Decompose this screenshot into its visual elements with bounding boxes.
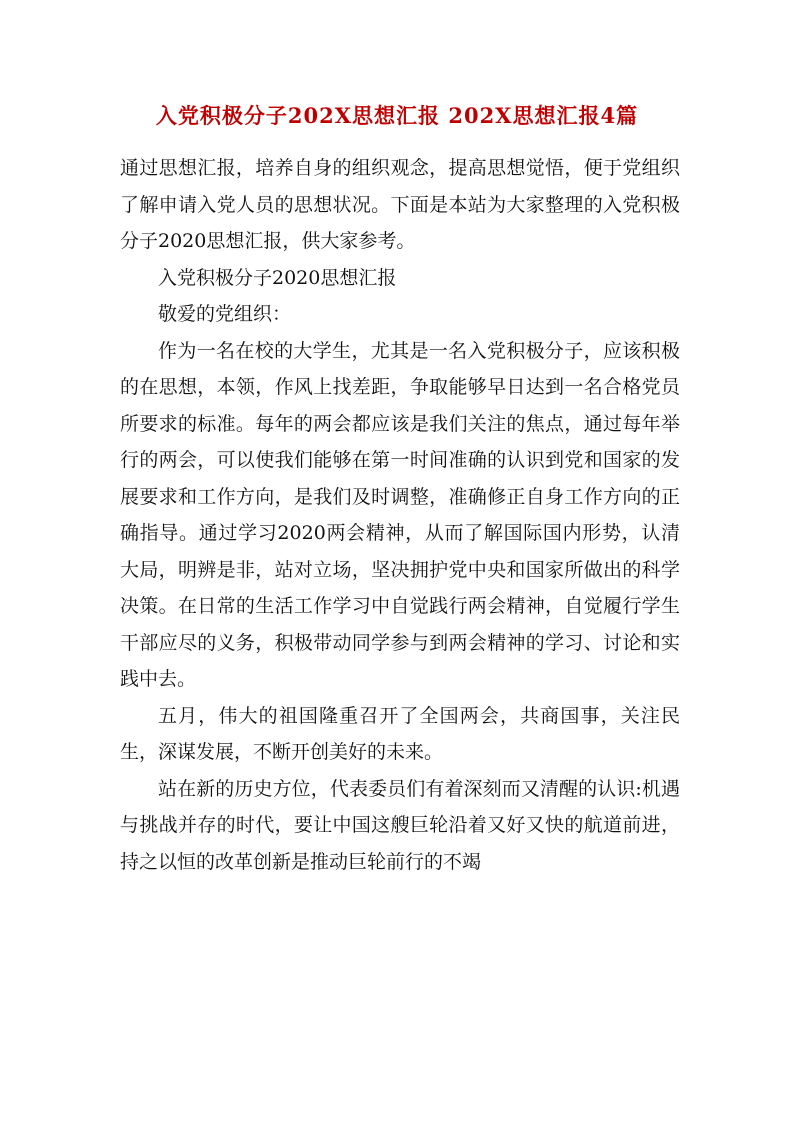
paragraph-subtitle: 入党积极分子2020思想汇报 <box>158 266 397 289</box>
paragraph-body-2: 五月，伟大的祖国隆重召开了全国两会，共商国事，关注民生，深谋发展，不断开创美好的未来。 <box>120 704 680 763</box>
paragraph-intro: 通过思想汇报，培养自身的组织观念，提高思想觉悟，便于党组织了解申请入党人员的思想状况。下面是本站为大家整理的入党积极分子2020思想汇报，供大家参考。 <box>120 157 680 252</box>
paragraph-salutation: 敬爱的党组织： <box>158 303 292 325</box>
document-body <box>120 150 680 880</box>
document-title: 入党积极分子202X思想汇报 202X思想汇报4篇 <box>155 103 639 128</box>
paragraph-body-3: 站在新的历史方位，代表委员们有着深刻而又清醒的认识:机遇与挑战并存的时代，要让中国这艘巨轮沿着又好又快的航道前进，持之以恒的改革创新是推动巨轮前行的不竭 <box>120 777 680 873</box>
paragraph-body-1: 作为一名在校的大学生，尤其是一名入党积极分子，应该积极的在思想，本领，作风上找差距，争取能够早日达到一名合格党员所要求的标准。每年的两会都应该是我们关注的焦点，通过每年举行的两会，可以使我们能够在第一时间准确的认识到党和国家的发展要求和工作方向，是我们及时调整，准确修正自身工作方向的正确指导。通过学习2020两会精神，从而了解国际国内形势，认清大局，明辨是非，站对立场，坚决拥护党中央和国家所做出的科学决策。在日常的生活工作学习中自觉践行两会精神，自觉履行学生干部应尽的义务，积极带动同学参与到两会精神的学习、讨论和实践中去。 <box>120 339 680 690</box>
